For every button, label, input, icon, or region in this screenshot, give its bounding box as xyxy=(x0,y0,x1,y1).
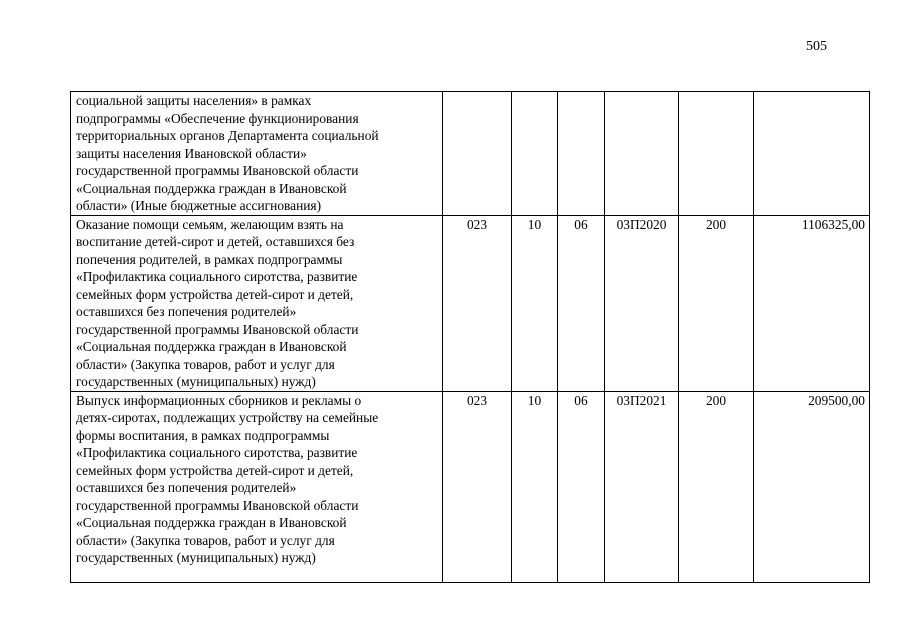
description-line: «Профилактика социального сиротства, развитие xyxy=(76,269,358,284)
subsection-code: 06 xyxy=(558,215,605,391)
description-line: «Профилактика социального сиротства, развитие xyxy=(76,445,358,460)
section-code xyxy=(512,92,558,216)
table-row xyxy=(71,391,870,582)
row-description xyxy=(71,391,443,582)
ministry-code: 023 xyxy=(443,215,512,391)
table-row xyxy=(71,92,870,216)
description-line: территориальных органов Департамента социальной xyxy=(76,128,379,143)
target-article-code: 03П2020 xyxy=(605,215,679,391)
description-line: воспитание детей-сирот и детей, оставшихся без xyxy=(76,234,355,249)
section-code: 10 xyxy=(512,391,558,582)
description-line: государственной программы Ивановской области xyxy=(76,497,359,513)
ministry-code: 023 xyxy=(443,391,512,582)
description-line: «Социальная поддержка граждан в Ивановской xyxy=(76,339,347,354)
description-line: семейных форм устройства детей-сирот и детей, xyxy=(76,462,354,478)
description-line: «Социальная поддержка граждан в Ивановской xyxy=(76,180,347,196)
description-line: семейных форм устройства детей-сирот и детей, xyxy=(76,286,354,302)
amount: 209500,00 xyxy=(754,391,870,582)
subsection-code xyxy=(558,92,605,216)
description-line: «Социальная поддержка граждан в Ивановской xyxy=(76,515,347,530)
description-line: области» (Закупка товаров, работ и услуг для xyxy=(76,532,335,548)
ministry-code xyxy=(443,92,512,216)
description-line: подпрограммы «Обеспечение функционирования xyxy=(76,110,359,126)
expense-type-code xyxy=(679,92,754,216)
description-line: государственной программы Ивановской области xyxy=(76,163,359,178)
subsection-code: 06 xyxy=(558,391,605,582)
description-line: детях-сиротах, подлежащих устройству на семейные xyxy=(76,410,379,425)
description-line: области» (Иные бюджетные ассигнования) xyxy=(76,198,322,213)
description-line: защиты населения Ивановской области» xyxy=(76,145,307,161)
expense-type-code: 200 xyxy=(679,391,754,582)
description-line: государственных (муниципальных) нужд) xyxy=(76,550,316,565)
description-line: Оказание помощи семьям, желающим взять на xyxy=(76,216,344,232)
target-article-code: 03П2021 xyxy=(605,391,679,582)
expense-type-code: 200 xyxy=(679,215,754,391)
description-line: формы воспитания, в рамках подпрограммы xyxy=(76,427,330,443)
description-line: Выпуск информационных сборников и рекламы о xyxy=(76,392,362,408)
table-row xyxy=(71,215,870,391)
description-line: оставшихся без попечения родителей» xyxy=(76,480,297,495)
amount: 1106325,00 xyxy=(754,215,870,391)
description-line: социальной защиты населения» в рамках xyxy=(76,93,312,108)
row-description xyxy=(71,215,443,391)
row-description xyxy=(71,92,443,216)
amount xyxy=(754,92,870,216)
section-code: 10 xyxy=(512,215,558,391)
description-line: области» (Закупка товаров, работ и услуг для xyxy=(76,356,335,372)
page-number: 505 xyxy=(806,39,827,54)
description-line: государственных (муниципальных) нужд) xyxy=(76,374,316,389)
target-article-code xyxy=(605,92,679,216)
description-line: оставшихся без попечения родителей» xyxy=(76,304,297,319)
description-line: попечения родителей, в рамках подпрограммы xyxy=(76,251,343,267)
budget-table xyxy=(70,91,870,583)
description-line: государственной программы Ивановской области xyxy=(76,321,359,337)
